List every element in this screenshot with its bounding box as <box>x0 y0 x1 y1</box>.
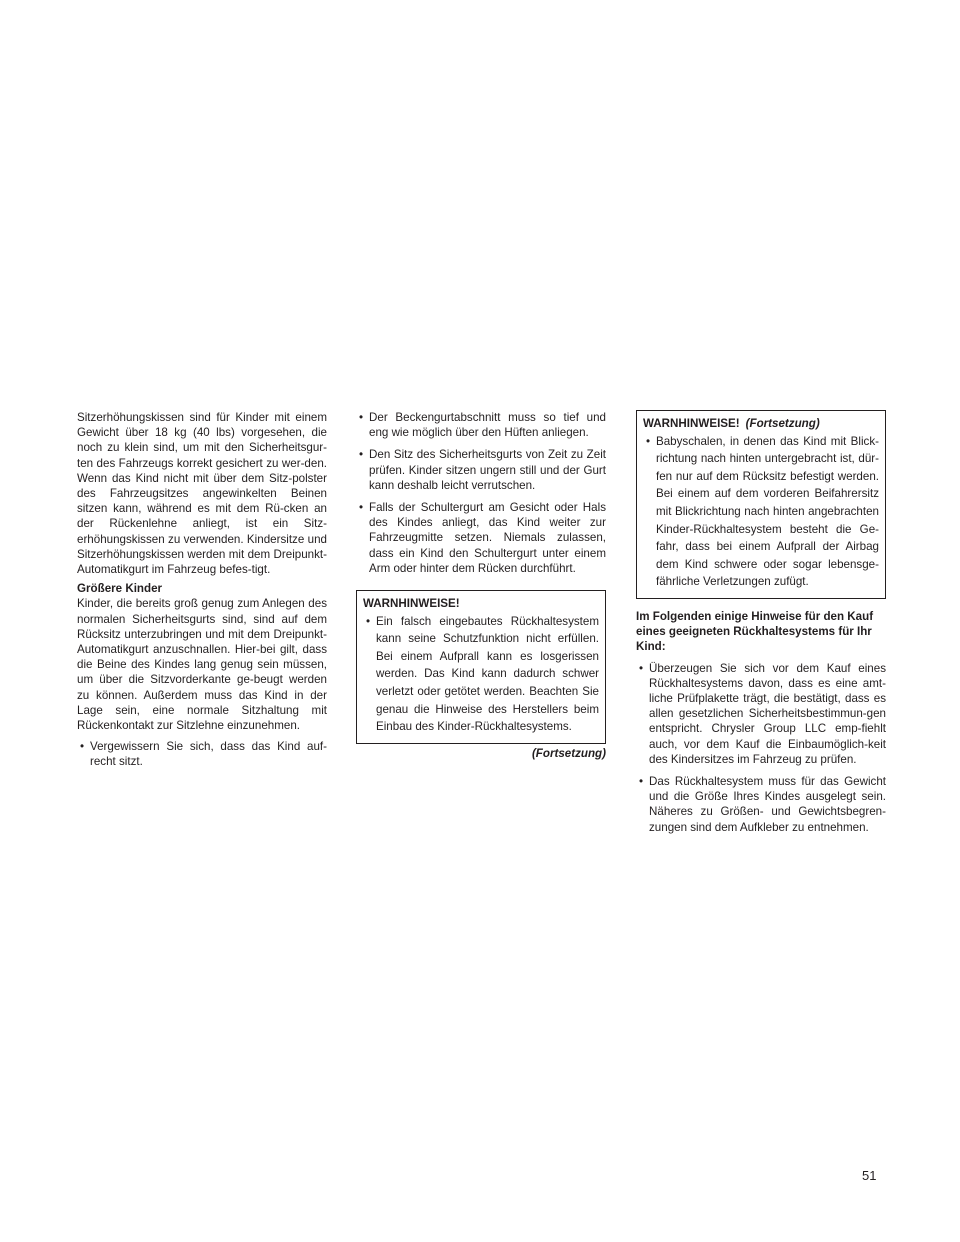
warning-bullet-list <box>363 613 599 736</box>
warning-header <box>643 415 879 433</box>
bullet-item: • Den Sitz des Sicherheitsgurts von Zeit zu Zeit prüfen. Kinder sitzen ungern still und der Gurt kann deshalb leicht verrutschen. <box>356 447 606 493</box>
continued-label: (Fortsetzung) <box>531 746 606 760</box>
warning-title: WARNHINWEISE! <box>643 417 740 430</box>
older-children-paragraph: Kinder, die bereits groß genug zum Anlegen des normalen Sicherheitsgurts sind, sind auf dem Rücksitz unterzubringen und mit dem Dreipunkt-Automatikgurt anzuschnallen. Hier-bei gilt, dass die Beine des Kindes lang genug sein müssen, um über die Sitzvorderkante ge-beugt werden zu können. Außerdem muss das Kind in der Lage sein, eine normale Sitzhaltung mit Rückenkontakt zur Sitzlehne einzunehmen. <box>77 597 327 733</box>
bullet-item: • Vergewissern Sie sich, dass das Kind auf-recht sitzt. <box>77 739 327 769</box>
page-number: 51 <box>862 1168 877 1183</box>
bullet-list <box>77 739 327 769</box>
warning-bullet-item: • Ein falsch eingebautes Rückhaltesystem kann seine Schutzfunktion nicht erfüllen. Bei einem Aufprall kann es losgerissen werden. Das Kind kann dadurch schwer verletzt oder getötet werden. Beachten Sie genau die Hinweise des Herstellers beim Einbau des Kinder-Rückhaltesystems. <box>363 613 599 736</box>
bullet-item: • Der Beckengurtabschnitt muss so tief und eng wie möglich über den Hüften anliegen. <box>356 410 606 440</box>
warning-box-continued <box>636 410 886 599</box>
warning-box <box>356 590 606 744</box>
bullet-item: • Falls der Schultergurt am Gesicht oder Hals des Kindes anliegt, das Kind weiter zur Fahrzeugmitte setzen. Niemals zulassen, dass ein Kind den Schultergurt unter einem Arm oder hinter dem Rücken durchführt. <box>356 500 606 576</box>
warning-continued-label: (Fortsetzung) <box>745 417 820 430</box>
warning-bullet-item: • Babyschalen, in denen das Kind mit Blick-richtung nach hinten untergebracht ist, dür-fen nur auf dem Rücksitz befestigt werden. Bei einem auf dem vorderen Beifahrersitz mit Blickrichtung nach hinten angebrachten Kinder-Rückhaltesystem besteht die Ge-fahr, dass bei einem Aufprall der Airbag dem Kind schwere oder sogar lebensge-fährliche Verletzungen zufügt. <box>643 433 879 591</box>
warning-bullet-list <box>643 433 879 591</box>
bullet-list <box>636 661 886 835</box>
column-left <box>77 410 327 777</box>
bullet-list <box>356 410 606 576</box>
section-heading-buying-tips: Im Folgenden einige Hinweise für den Kauf eines geeigneten Rückhaltesystems für Ihr Kind: <box>636 609 874 654</box>
intro-paragraph: Sitzerhöhungskissen sind für Kinder mit einem Gewicht über 18 kg (40 lbs) vorgesehen, die noch zu klein sind, um mit den Sicherheitsgur-ten des Fahrzeugs korrekt gesichert zu wer-den. Wenn das Kind nicht mit über dem Sitz-polster des Fahrzeugsitzes angewinkelten Beinen sitzen kann, während es mit dem Rü-cken an der Rückenlehne anliegt, ist ein Sitz-erhöhungskissen zu verwenden. Kindersitze und Sitzerhöhungskissen werden mit dem Dreipunkt-Automatikgurt im Fahrzeug befes-tigt. <box>77 411 327 577</box>
bullet-item: • Das Rückhaltesystem muss für das Gewicht und die Größe Ihres Kindes ausgelegt sein. Näheres zu Größen- und Gewichtsbegren-zungen sind dem Aufkleber zu entnehmen. <box>636 774 886 835</box>
warning-title: WARNHINWEISE! <box>363 597 460 611</box>
column-middle <box>356 410 606 761</box>
column-right <box>636 410 886 842</box>
section-heading-older-children: Größere Kinder <box>77 582 163 596</box>
bullet-item: • Überzeugen Sie sich vor dem Kauf eines Rückhaltesystems davon, dass es eine amt-liche Prüfplakette trägt, die bestätigt, dass es allen gesetzlichen Sicherheitsbestimmun-gen entspricht. Chrysler Group LLC emp-fiehlt auch, vor dem Kauf die Einbaumöglich-keit des Kindersitzes im Fahrzeug zu prüfen. <box>636 661 886 767</box>
